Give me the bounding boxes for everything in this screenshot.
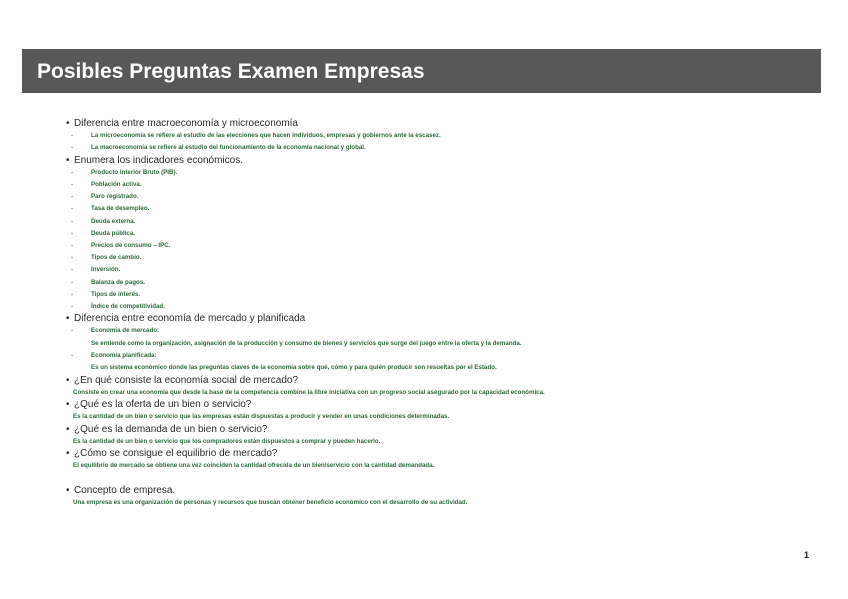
bullet: •: [66, 484, 70, 496]
list-item: [66, 289, 826, 301]
bullet: •: [66, 313, 70, 325]
bullet: •: [66, 154, 70, 166]
question-text: Enumera los indicadores económicos.: [74, 154, 243, 166]
dash: -: [71, 327, 74, 335]
indicator-text: Paro registrado.: [91, 193, 139, 201]
answer-text: Consiste en crear una economía que desde la base de la competencia combine la libre iniciativa con un progreso social asegurado por la capacidad económica.: [73, 388, 545, 396]
list-item: [66, 216, 826, 228]
dash: -: [71, 132, 74, 139]
dash: -: [71, 217, 74, 225]
question-text: Diferencia entre economía de mercado y planificada: [74, 313, 306, 325]
indicator-text: Tipos de cambio.: [91, 254, 142, 262]
question-mercado-planificada: [66, 313, 826, 325]
list-item: [66, 301, 826, 313]
question-text: Concepto de empresa.: [74, 484, 176, 496]
dash: -: [71, 193, 74, 201]
answer-text: Es la cantidad de un bien o servicio que las empresas están dispuestas a producir y vender en unas condiciones determinadas.: [73, 413, 450, 421]
indicator-text: Precios de consumo – IPC.: [91, 242, 171, 250]
list-item: [66, 325, 826, 337]
list-item: [66, 142, 826, 154]
dash: -: [71, 254, 74, 262]
dash: -: [71, 266, 74, 274]
question-equilibrio: [66, 448, 826, 460]
dash: -: [71, 352, 74, 360]
spacer: [66, 473, 826, 485]
list-item: [66, 203, 826, 215]
dash: -: [71, 303, 74, 311]
question-macro-micro: [66, 118, 826, 130]
list-item: [66, 179, 826, 191]
list-item: [66, 350, 826, 362]
item-label: Economía de mercado:: [91, 327, 160, 335]
question-text: ¿Qué es la oferta de un bien o servicio?: [74, 399, 252, 411]
list-item: [66, 167, 826, 179]
list-item: [66, 277, 826, 289]
list-item: [66, 130, 826, 142]
question-economia-social: [66, 375, 826, 387]
list-item: [66, 264, 826, 276]
indicator-text: Deuda externa.: [91, 217, 136, 225]
indicator-text: Población activa.: [91, 181, 142, 189]
indicator-text: Deuda pública.: [91, 229, 136, 237]
answer-text: La macroeconomía se refiere al estudio del funcionamiento de la economía nacional y global.: [91, 144, 366, 152]
dash: -: [71, 242, 74, 250]
question-empresa: [66, 485, 826, 497]
indicator-text: Balanza de pagos.: [91, 278, 145, 286]
answer-text: Es la cantidad de un bien o servicio que los compradores están dispuestos a comprar y pueden hacerlo.: [73, 437, 381, 445]
list-item: [66, 240, 826, 252]
indicator-text: Índice de competitividad.: [91, 303, 165, 311]
answer-text: La microeconomía se refiere al estudio de las elecciones que hacen individuos, empresas y gobiernos ante la escasez.: [91, 132, 441, 139]
list-item: [66, 191, 826, 203]
indicator-text: Producto Interior Bruto (PIB).: [91, 168, 178, 176]
dash: -: [71, 278, 74, 286]
answer-text: Es un sistema económico donde las preguntas claves de la economía sobre qué, cómo y para quién producir son resueltas por el Estado.: [91, 364, 497, 372]
bullet: •: [66, 448, 70, 460]
page-number: 1: [804, 550, 810, 560]
question-oferta: [66, 399, 826, 411]
bullet: •: [66, 374, 70, 386]
list-item: [66, 252, 826, 264]
bullet: •: [66, 423, 70, 435]
indicator-text: Tipos de interés.: [91, 290, 141, 298]
dash: -: [71, 229, 74, 237]
question-text: ¿Qué es la demanda de un bien o servicio?: [74, 423, 268, 435]
answer-text: El equilibrio de mercado se obtiene una vez coinciden la cantidad ofrecida de un bien/servicio con la cantidad demandada.: [73, 462, 435, 470]
item-label: Economía planificada:: [91, 352, 157, 360]
dash: -: [71, 205, 74, 213]
question-text: Diferencia entre macroeconomía y microeconomía: [74, 118, 298, 129]
question-text: ¿Cómo se consigue el equilibrio de mercado?: [74, 448, 278, 460]
indicator-text: Inversión.: [91, 266, 121, 274]
dash: -: [71, 181, 74, 189]
dash: -: [71, 290, 74, 298]
slide-title: Posibles Preguntas Examen Empresas: [22, 49, 821, 93]
list-item: [66, 228, 826, 240]
question-indicadores: [66, 155, 826, 167]
dash: -: [71, 168, 74, 176]
answer-text: Se entiende como la organización, asignación de la producción y consumo de bienes y servicios que surge del juego entre la oferta y la demanda.: [91, 339, 522, 347]
bullet: •: [66, 118, 70, 129]
question-text: ¿En qué consiste la economía social de mercado?: [74, 374, 299, 386]
question-demanda: [66, 424, 826, 436]
content-area: [66, 118, 826, 509]
answer-text: Una empresa es una organización de personas y recursos que buscan obtener beneficio económico con el desarrollo de su actividad.: [73, 498, 468, 506]
indicator-text: Tasa de desempleo.: [91, 205, 150, 213]
bullet: •: [66, 399, 70, 411]
dash: -: [71, 144, 74, 152]
